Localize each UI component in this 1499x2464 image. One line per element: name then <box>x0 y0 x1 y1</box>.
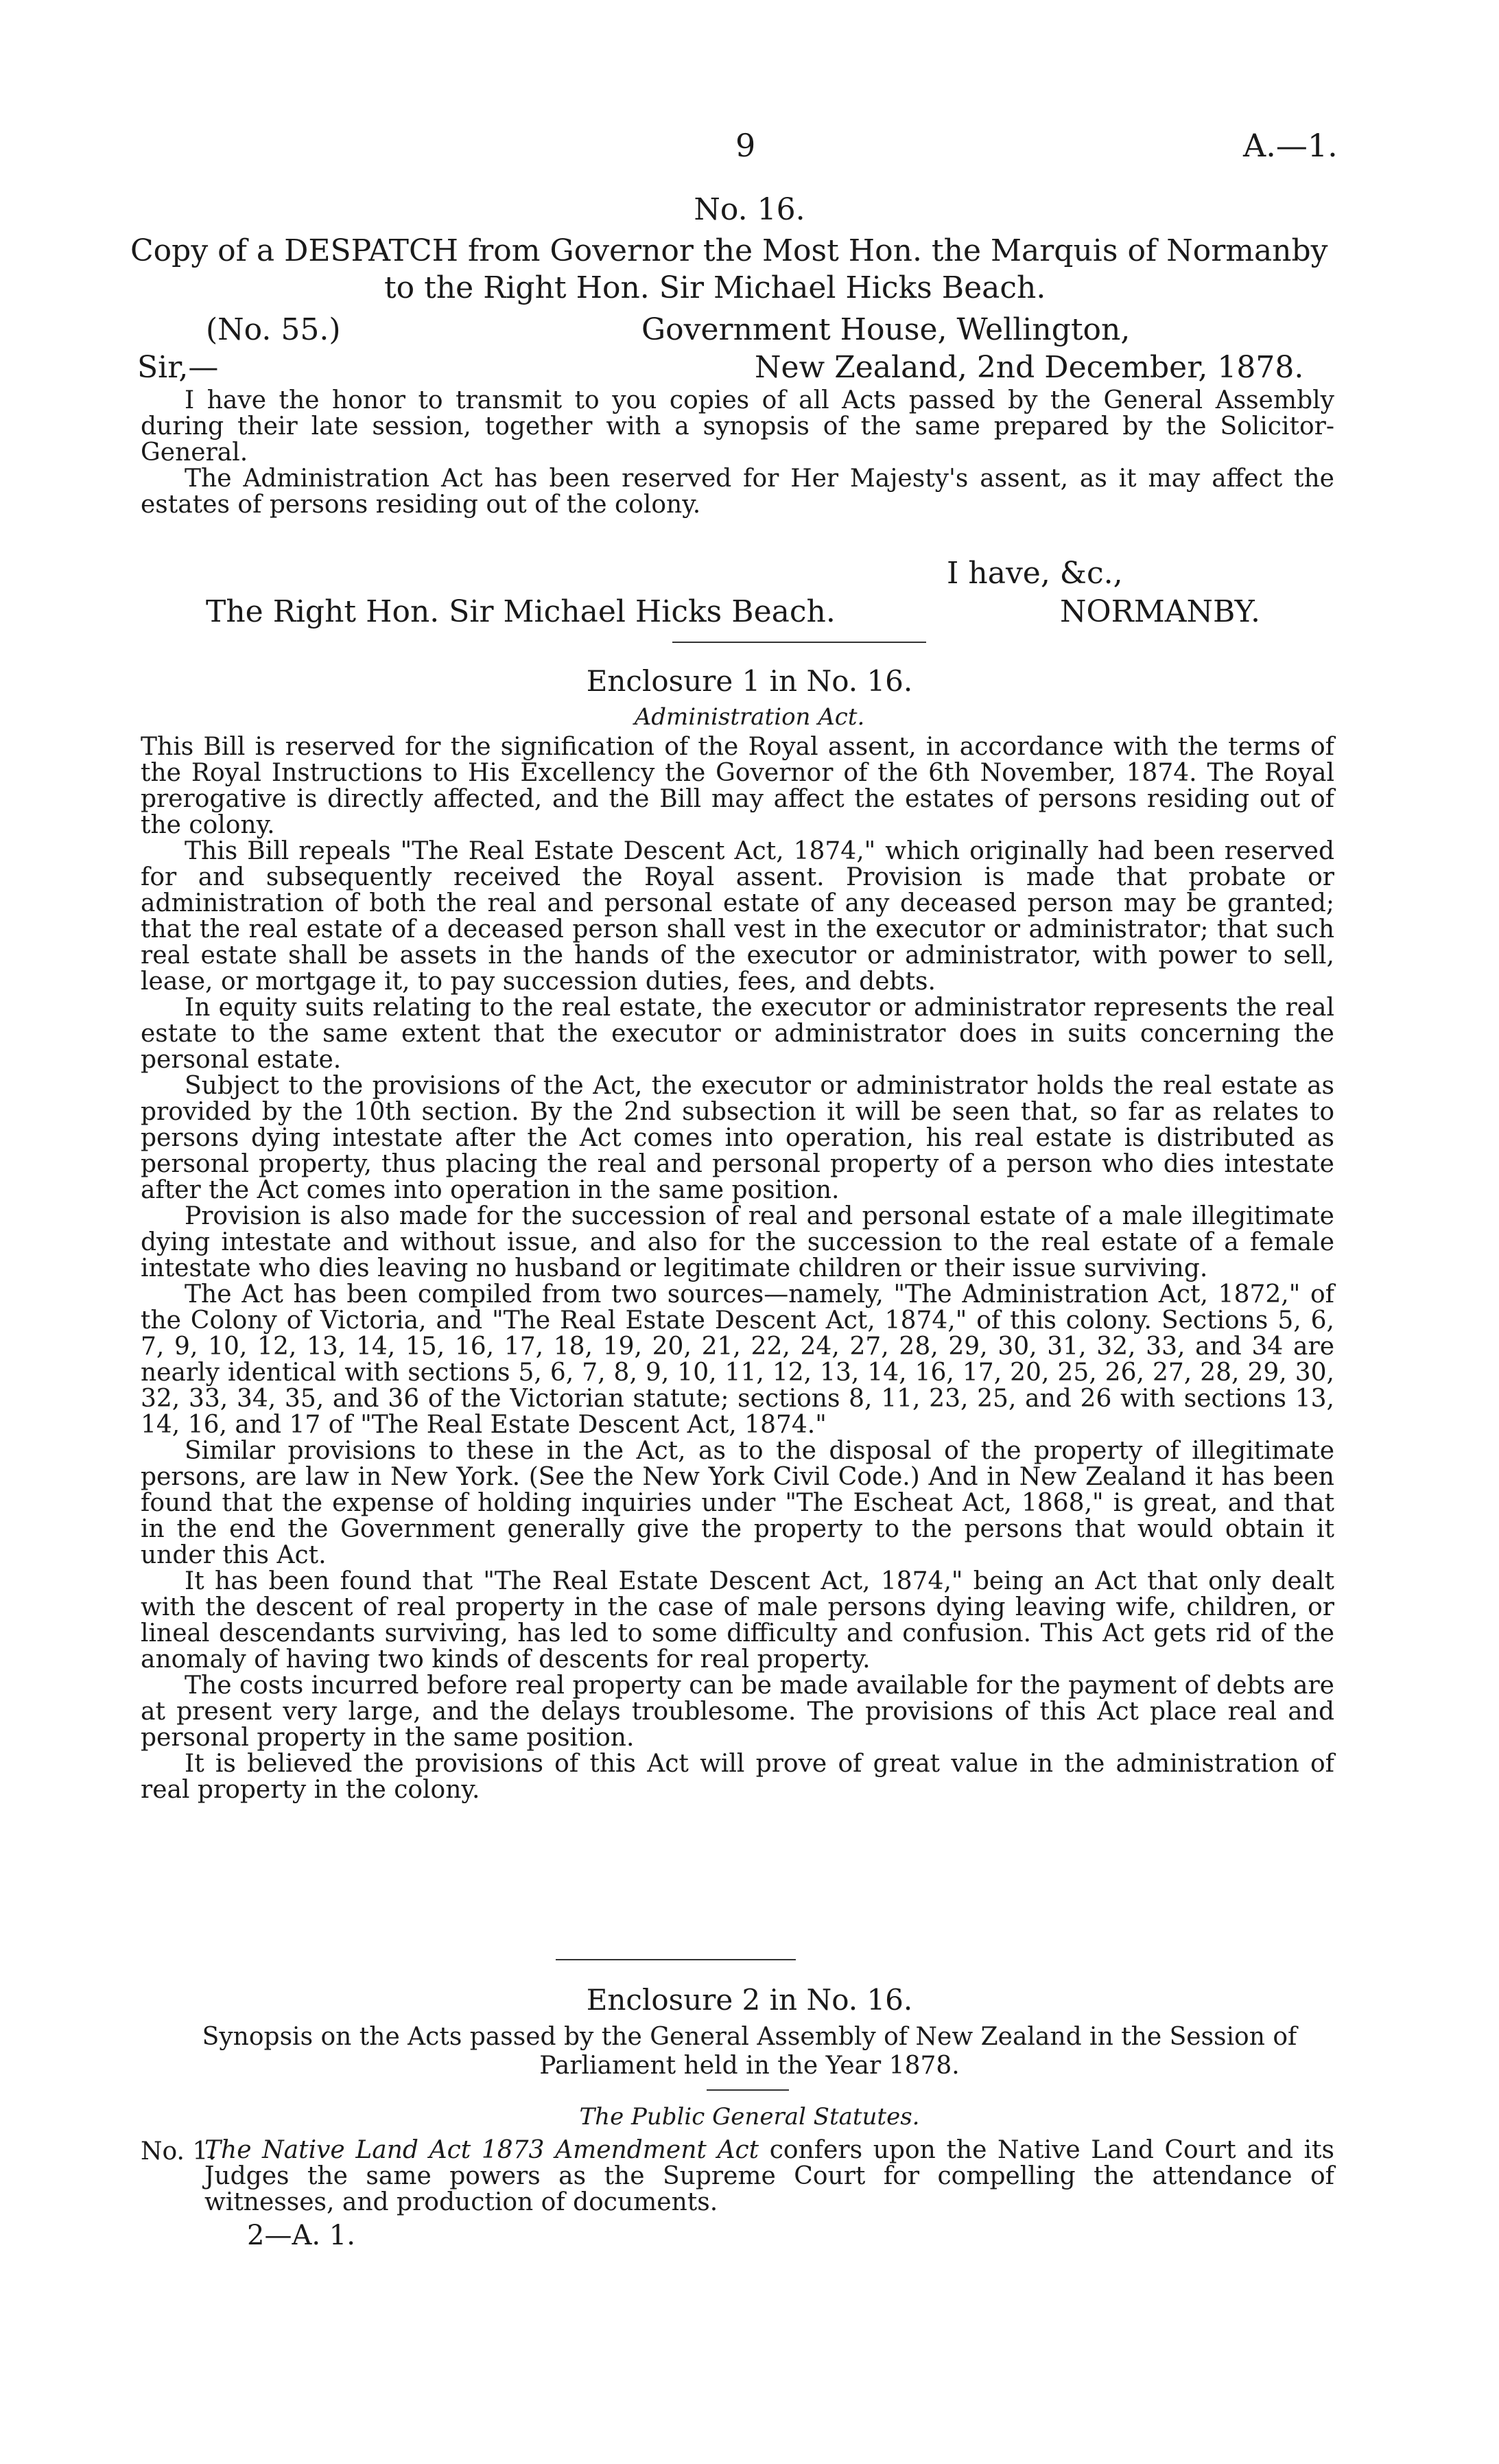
divider <box>672 642 926 643</box>
enclosure1-subtitle <box>0 703 1499 731</box>
despatch-number: No. 16. <box>694 192 805 227</box>
enclosure2-heading-line2: Parliament held in the Year 1878. <box>539 2052 960 2080</box>
enclosure1-paragraph: This Bill is reserved for the signification of the Royal assent, in accordance with the terms of the Royal Instructions to His Excellency the Governor of the 6th November, 1874. The Royal prerogative is directly affected, and the Bill may affect the estates of persons residing out of the colony. <box>141 733 1334 839</box>
despatch-reference: (No. 55.) <box>206 312 341 347</box>
address-line1: Government House, Wellington, <box>641 312 1131 347</box>
enclosure1-paragraph: The costs incurred before real property can be made available for the payment of debts are at present very large, and the delays troublesome. The provisions of this Act place real and personal property in the same position. <box>141 1671 1334 1752</box>
footer-signature-mark: 2—A. 1. <box>247 2220 355 2251</box>
enclosure1-paragraph: This Bill repeals "The Real Estate Descent Act, 1874," which originally had been reserved for and subsequently received the Royal assent. Provision is made that probate or administration of both the real and personal estate of any deceased person may be granted; that the real estate of a deceased person shall vest in the executor or administrator; that such real estate shall be assets in the hands of the executor or administrator, with power to sell, lease, or mortgage it, to pay succession duties, fees, and debts. <box>141 837 1334 996</box>
despatch-paragraph: The Administration Act has been reserved for Her Majesty's assent, as it may affect the estates of persons residing out of the colony. <box>141 465 1334 519</box>
despatch-title-line1: Copy of a DESPATCH from Governor the Most Hon. the Marquis of Normanby <box>130 233 1328 268</box>
addressee: The Right Hon. Sir Michael Hicks Beach. <box>206 594 836 629</box>
enclosure2-subtitle-text: The Public General Statutes. <box>579 2103 920 2131</box>
enclosure1-paragraph: Provision is also made for the succession of real and personal estate of a male illegitimate dying intestate and without issue, and also for the succession to the real estate of a female intestate who dies leaving no husband or legitimate children or their issue surviving. <box>141 1202 1334 1282</box>
item-number: No. 1. <box>141 2137 216 2166</box>
enclosure1-body <box>141 734 1334 1803</box>
enclosure1-paragraph: Similar provisions to these in the Act, as to the disposal of the property of illegitimate persons, are law in New York. (See the New York Civil Code.) And in New Zealand it has been found that the expense of holding inquiries under "The Escheat Act, 1868," is great, and that in the end the Government generally give the property to the persons that would obtain it under this Act. <box>141 1437 1334 1569</box>
item-body <box>204 2137 1334 2216</box>
enclosure1-title: Enclosure 1 in No. 16. <box>586 664 913 698</box>
item-text: confers upon the Native Land Court and its Judges the same powers as the Supreme Court for compelling the attendance of witnesses, and production of documents. <box>204 2136 1334 2216</box>
enclosure1-subtitle-text: Administration Act. <box>634 703 865 731</box>
despatch-title-line2: to the Right Hon. Sir Michael Hicks Beach. <box>384 270 1046 305</box>
divider <box>707 2089 789 2091</box>
enclosure2-subtitle <box>0 2103 1499 2131</box>
closing: I have, &c., <box>947 556 1123 591</box>
enclosure1-paragraph: It has been found that "The Real Estate Descent Act, 1874," being an Act that only dealt with the descent of real property in the case of male persons dying leaving wife, children, or lineal descendants surviving, has led to some difficulty and confusion. This Act gets rid of the anomaly of having two kinds of descents for real property. <box>141 1567 1334 1674</box>
address-line2: New Zealand, 2nd December, 1878. <box>755 350 1304 385</box>
divider <box>556 1959 796 1960</box>
enclosure1-paragraph: In equity suits relating to the real estate, the executor or administrator represents the real estate to the same extent that the executor or administrator does in suits concerning the personal estate. <box>141 994 1334 1074</box>
item-act-title: The Native Land Act 1873 Amendment Act <box>204 2136 759 2164</box>
enclosure2-heading-line1: Synopsis on the Acts passed by the General Assembly of New Zealand in the Session of <box>202 2023 1297 2051</box>
despatch-paragraph: I have the honor to transmit to you copies of all Acts passed by the General Assembly during their late session, together with a synopsis of the same prepared by the Solicitor-General. <box>141 386 1334 467</box>
enclosure1-paragraph: The Act has been compiled from two sources—namely, "The Administration Act, 1872," of the Colony of Victoria, and "The Real Estate Descent Act, 1874," of this colony. Sections 5, 6, 7, 9, 10, 12, 13, 14, 15, 16, 17, 18, 19, 20, 21, 22, 24, 27, 28, 29, 30, 31, 32, 33, and 34 are nearly identical with sections 5, 6, 7, 8, 9, 10, 11, 12, 13, 14, 16, 17, 20, 25, 26, 27, 28, 29, 30, 32, 33, 34, 35, and 36 of the Victorian statute; sections 8, 11, 23, 25, and 26 with sections 13, 14, 16, and 17 of "The Real Estate Descent Act, 1874." <box>141 1280 1334 1439</box>
salutation: Sir,— <box>137 350 219 385</box>
despatch-body <box>141 388 1334 518</box>
enclosure2-title: Enclosure 2 in No. 16. <box>586 1983 913 2017</box>
enclosure1-paragraph: Subject to the provisions of the Act, the executor or administrator holds the real estate as provided by the 10th section. By the 2nd subsection it will be seen that, so far as relates to persons dying intestate after the Act comes into operation, his real estate is distributed as personal property, thus placing the real and personal property of a person who dies intestate after the Act comes into operation in the same position. <box>141 1072 1334 1204</box>
enclosure1-paragraph: It is believed the provisions of this Act will prove of great value in the administration of real property in the colony. <box>141 1750 1334 1804</box>
page-number: 9 <box>735 127 756 164</box>
series-label: A.—1. <box>1243 127 1338 164</box>
signature: NORMANBY. <box>1060 594 1260 629</box>
